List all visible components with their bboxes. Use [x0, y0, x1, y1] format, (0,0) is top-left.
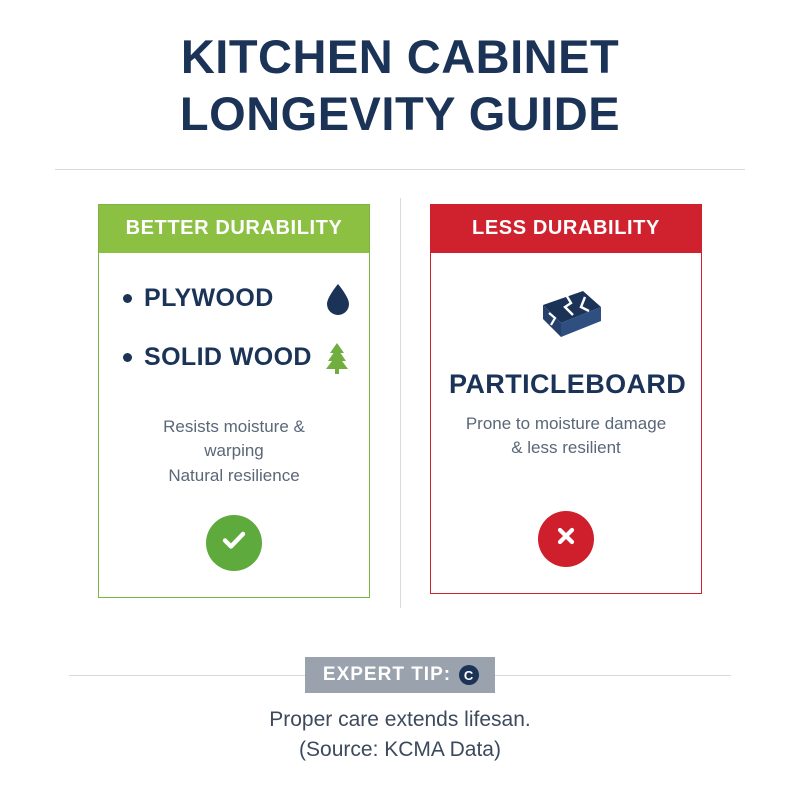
list-item — [123, 283, 351, 315]
less-durability-card — [430, 204, 702, 594]
better-durability-card — [98, 204, 370, 598]
tree-icon — [323, 341, 351, 375]
expert-tip-label: EXPERT TIP: — [322, 664, 452, 686]
expert-tip-badge — [305, 657, 495, 693]
material-name: PARTICLEBOARD — [449, 368, 687, 399]
less-durability-header: LESS DURABILITY — [431, 205, 701, 253]
description-line: Natural resilience — [168, 465, 300, 485]
status-badge — [206, 515, 262, 571]
description-line: Prone to moisture damage — [465, 413, 667, 433]
footer-line-1: Proper care extends lifesan. — [269, 708, 531, 732]
better-durability-description — [117, 415, 351, 489]
description-line: & less resilient — [511, 438, 621, 458]
list-item — [123, 341, 351, 375]
status-badge — [538, 511, 594, 567]
cross-icon — [552, 522, 580, 555]
tip-rule-right — [495, 675, 731, 676]
better-durability-badge-wrap — [117, 489, 351, 571]
material-name: SOLID WOOD — [144, 343, 312, 372]
cracked-board-icon — [449, 285, 683, 355]
comparison-columns — [0, 204, 800, 598]
bullet-icon — [123, 294, 132, 303]
water-drop-icon — [325, 283, 351, 315]
less-durability-description — [449, 412, 683, 461]
expert-tip-row — [0, 657, 800, 693]
less-durability-badge-wrap — [449, 485, 683, 567]
description-line: warping — [204, 441, 264, 461]
title-line-1: KITCHEN CABINET — [180, 30, 620, 83]
check-icon — [219, 525, 249, 560]
bullet-icon — [123, 353, 132, 362]
footer — [0, 657, 800, 764]
title-line-2: LONGEVITY GUIDE — [179, 87, 621, 141]
page-title — [0, 0, 800, 143]
tip-circle-icon: C — [459, 665, 479, 685]
column-divider — [400, 198, 401, 608]
header-divider — [55, 169, 745, 170]
less-durability-body — [431, 253, 701, 593]
footer-line-2: (Source: KCMA Data) — [299, 737, 501, 761]
tip-rule-left — [69, 675, 305, 676]
description-line: Resists moisture & — [163, 416, 305, 436]
better-durability-body — [99, 253, 369, 597]
material-name: PLYWOOD — [144, 284, 274, 313]
better-durability-header: BETTER DURABILITY — [99, 205, 369, 253]
